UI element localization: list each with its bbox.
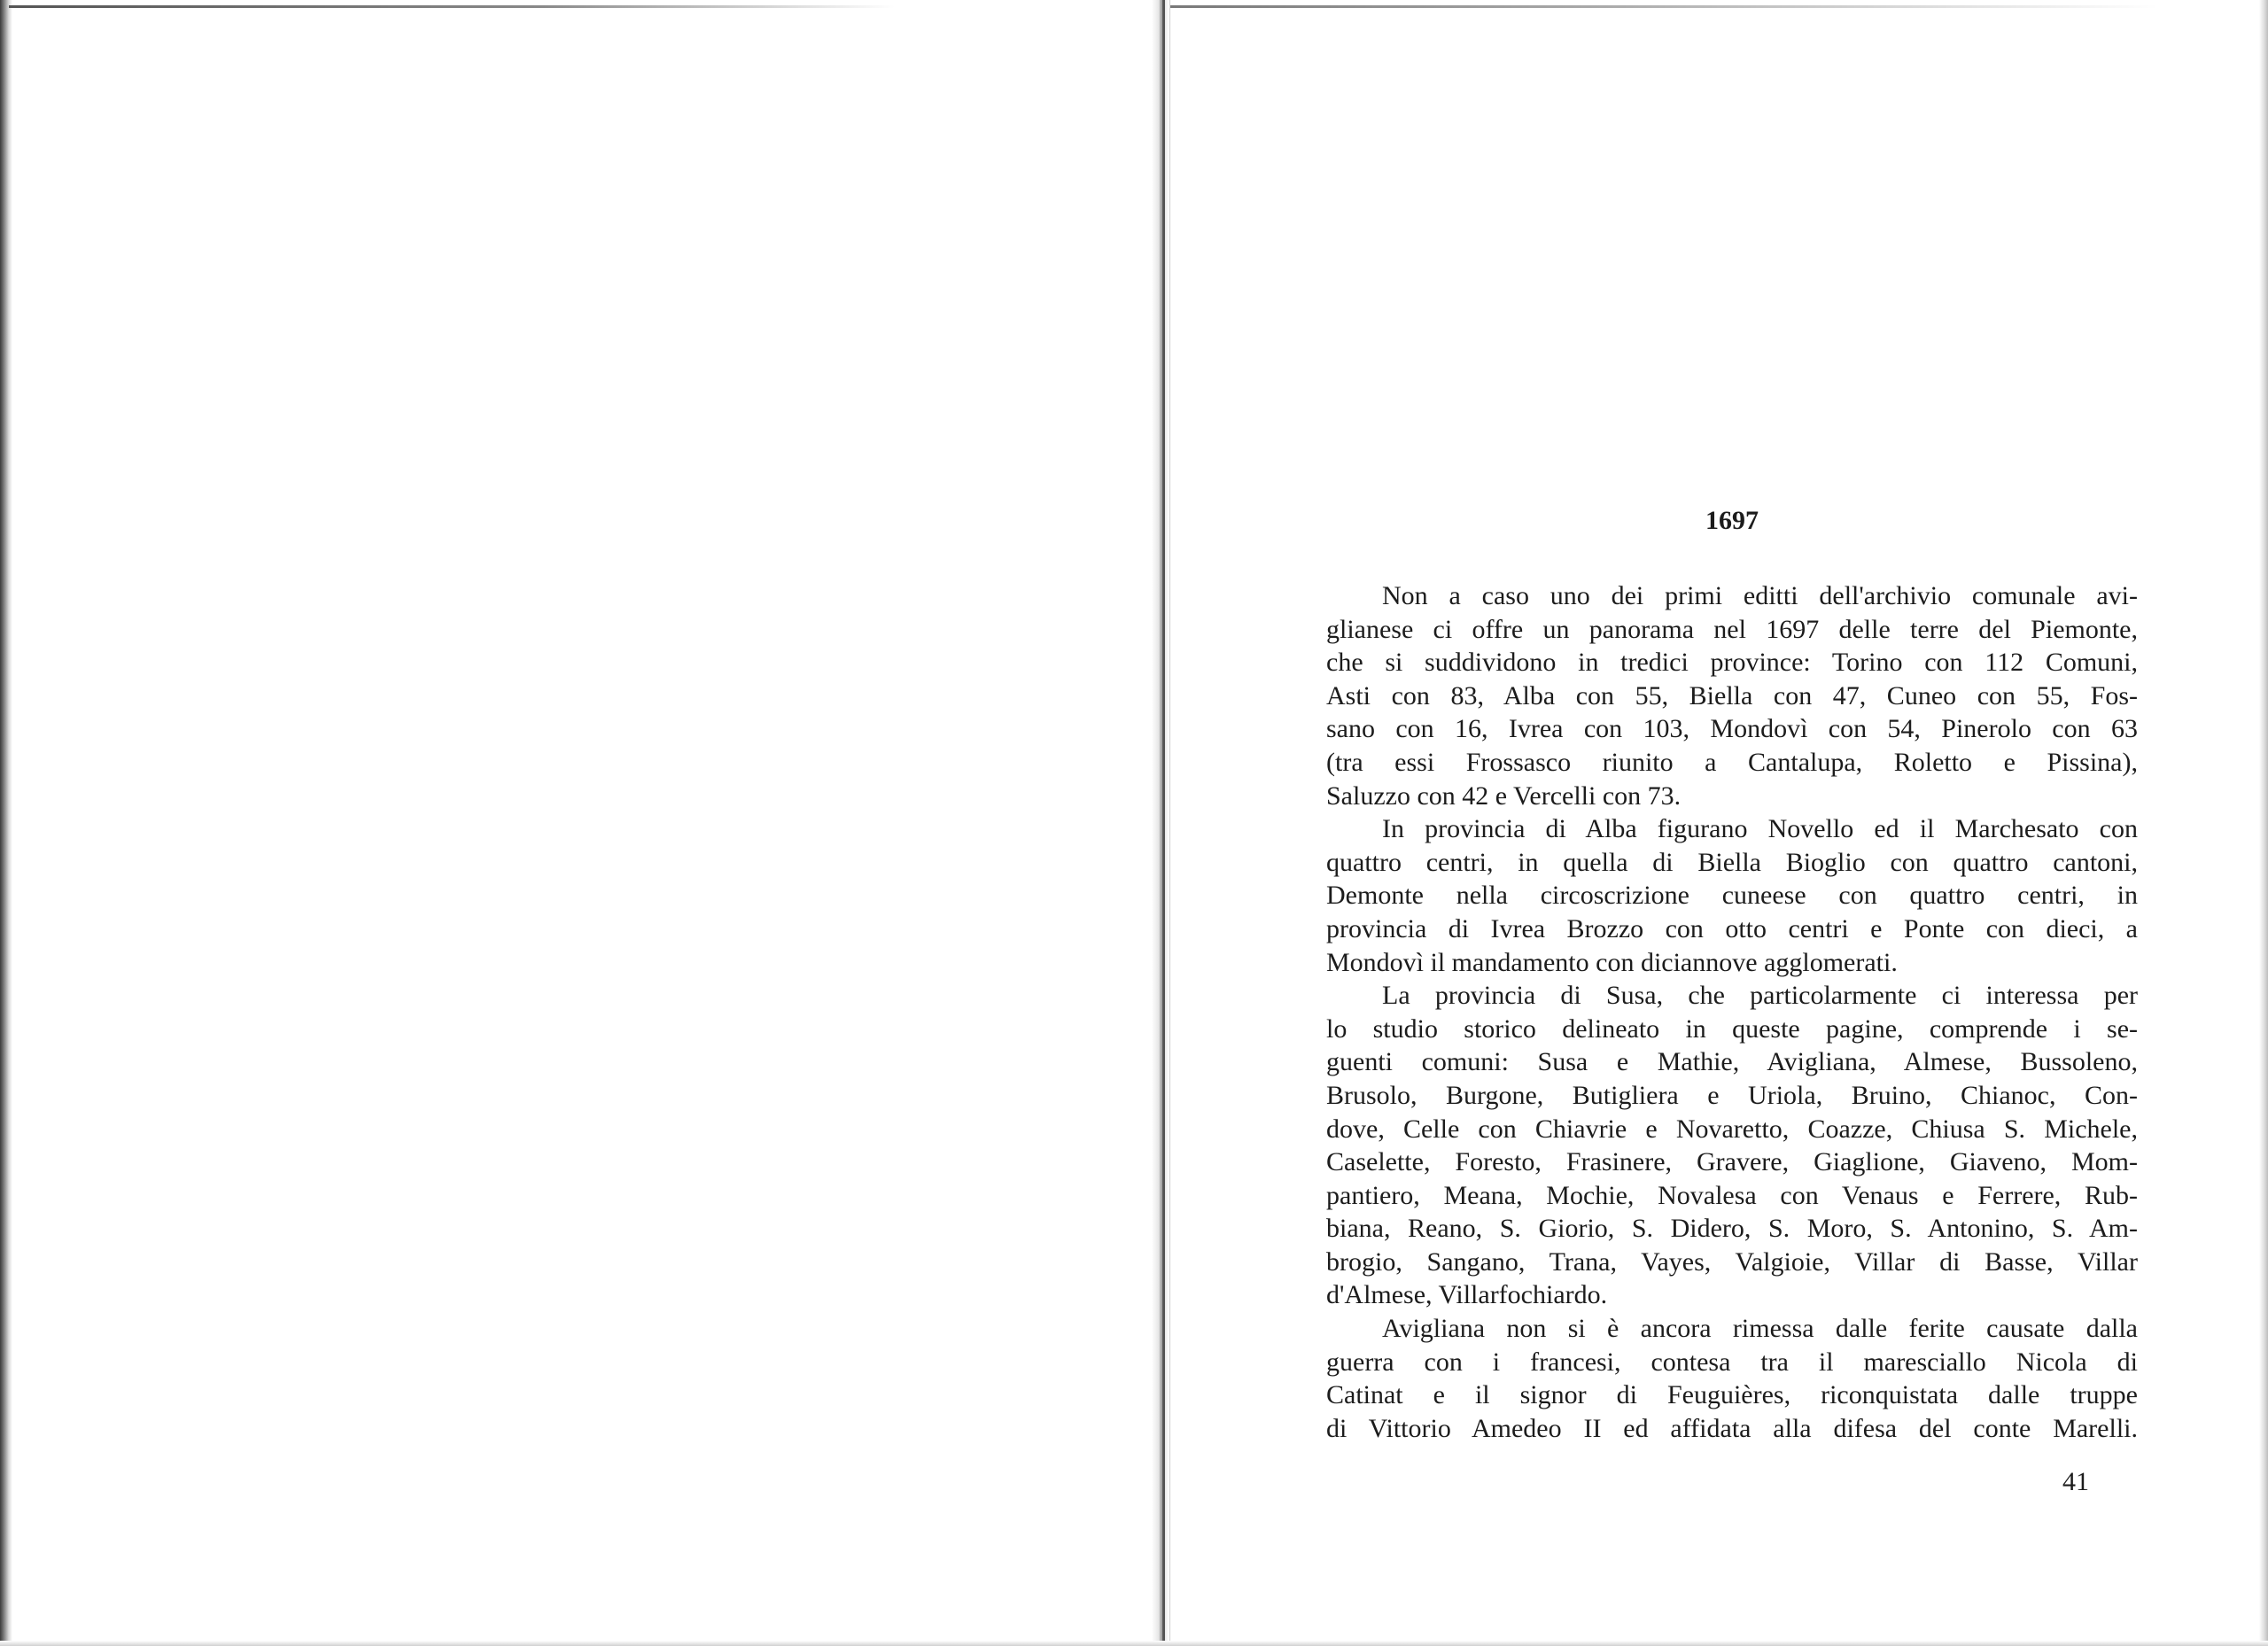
page-number: 41 [2062,1467,2089,1496]
text-line: guenti comuni: Susa e Mathie, Avigliana, Almese, Bussoleno, [1326,1047,2138,1077]
text-line: glianese ci offre un panorama nel 1697 delle terre del Piemonte, [1326,614,2138,644]
book-gutter [1152,0,1169,1646]
text-line: Catinat e il signor di Feuguières, riconquistata dalle truppe [1326,1380,2138,1410]
section-heading: 1697 [1705,506,1759,535]
scan-top-edge-right [1161,5,2268,8]
text-line: Caselette, Foresto, Frasinere, Gravere, Giaglione, Giaveno, Mom- [1326,1147,2138,1177]
paragraph-2 [1326,812,2138,979]
text-line: d'Almese, Villarfochiardo. [1326,1280,1608,1310]
text-line: guerra con i francesi, contesa tra il maresciallo Nicola di [1326,1347,2138,1377]
scan-bottom-edge [0,1641,2268,1646]
scan-top-edge-left [9,5,895,8]
text-line: sano con 16, Ivrea con 103, Mondovì con 54, Pinerolo con 63 [1326,714,2138,744]
paragraph-4 [1326,1312,2138,1445]
paragraph-3 [1326,979,2138,1312]
text-line: Mondovì il mandamento con diciannove agglomerati. [1326,947,1898,977]
scan-right-edge [2259,0,2268,1646]
text-line: biana, Reano, S. Giorio, S. Didero, S. Moro, S. Antonino, S. Am- [1326,1214,2138,1244]
right-page-text-block [1326,505,2138,1445]
text-line: Asti con 83, Alba con 55, Biella con 47, Cuneo con 55, Fos- [1326,680,2138,710]
text-line: La provincia di Susa, che particolarmente ci interessa per [1382,981,2138,1011]
text-line: Non a caso uno dei primi editti dell'archivio comunale avi- [1382,581,2138,610]
text-line: Brusolo, Burgone, Butigliera e Uriola, Bruino, Chianoc, Con- [1326,1080,2138,1110]
text-line: In provincia di Alba figurano Novello ed il Marchesato con [1382,814,2138,844]
text-line: provincia di Ivrea Brozzo con otto centri e Ponte con dieci, a [1326,913,2138,943]
gutter-edge-line [1169,0,1170,1646]
gutter-shadow [1162,0,1165,1646]
text-line: quattro centri, in quella di Biella Bioglio con quattro cantoni, [1326,847,2138,877]
text-line: lo studio storico delineato in queste pagine, comprende i se- [1326,1013,2138,1044]
text-line: (tra essi Frossasco riunito a Cantalupa, Roletto e Pissina), [1326,747,2138,777]
text-line: Avigliana non si è ancora rimessa dalle ferite causate dalla [1382,1314,2138,1344]
text-line: Demonte nella circoscrizione cuneese con quattro centri, in [1326,881,2138,911]
text-line: di Vittorio Amedeo II ed affidata alla difesa del conte Marelli. [1326,1413,2138,1443]
scan-left-edge [0,0,12,1646]
text-line: brogio, Sangano, Trana, Vayes, Valgioie, Villar di Basse, Villar [1326,1246,2138,1277]
text-line: Saluzzo con 42 e Vercelli con 73. [1326,780,1682,811]
text-line: che si suddividono in tredici province: Torino con 112 Comuni, [1326,648,2138,678]
text-line: pantiero, Meana, Mochie, Novalesa con Venaus e Ferrere, Rub- [1326,1180,2138,1210]
text-line: dove, Celle con Chiavrie e Novaretto, Coazze, Chiusa S. Michele, [1326,1114,2138,1144]
paragraph-1 [1326,579,2138,812]
